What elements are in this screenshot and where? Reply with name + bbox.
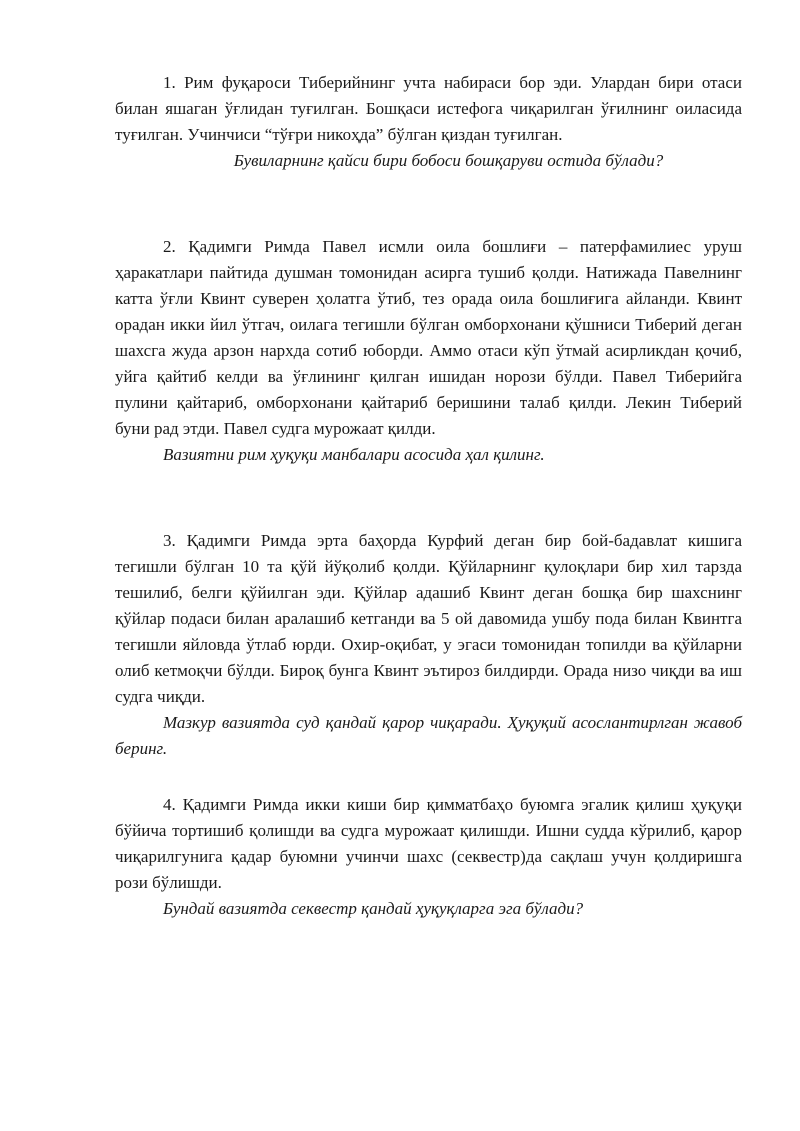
task-2 <box>115 234 742 468</box>
task-2-question: Вазиятни рим ҳуқуқи манбалари асосида ҳал қилинг. <box>163 445 545 464</box>
task-2-body: 2. Қадимги Римда Павел исмли оила бошлиғи – патерфамилиес уруш ҳаракатлари пайтида душман томонидан асирга тушиб қолди. Натижада Павелнинг катта ўғли Квинт суверен ҳолатга ўтиб, тез орада оила бошлиғига айланди. Квинт орадан икки йил ўтгач, оилага тегишли бўлган омборхонани қўшниси Тиберий деган шахсга жуда арзон нархда сотиб юборди. Аммо отаси кўп ўтмай асирликдан қочиб, уйга қайтиб келди ва ўғлининг қилган ишидан норози бўлди. Павел Тиберийга пулини қайтариб, омборхонани қайтариб беришини талаб қилди. Лекин Тиберий буни рад этди. Павел судга мурожаат қилди. <box>115 237 742 438</box>
task-1 <box>115 70 742 174</box>
document-page <box>115 70 742 922</box>
task-1-question: Бувиларнинг қайси бири бобоси бошқаруви остида бўлади? <box>233 151 664 170</box>
task-3 <box>115 528 742 762</box>
task-1-body: 1. Рим фуқароси Тиберийнинг учта набираси бор эди. Улардан бири отаси билан яшаган ўғлидан туғилган. Бошқаси истефога чиқарилган ўғилнинг оиласида туғилган. Учинчиси “тўғри никоҳда” бўлган қиздан туғилган. <box>115 73 742 144</box>
task-4 <box>115 792 742 922</box>
task-3-question: Мазкур вазиятда суд қандай қарор чиқаради. Ҳуқуқий асослантирлган жавоб беринг. <box>115 713 742 758</box>
task-4-body: 4. Қадимги Римда икки киши бир қимматбаҳо буюмга эгалик қилиш ҳуқуқи бўйича тортишиб қолишди ва судга мурожаат қилишди. Ишни судда кўрилиб, қарор чиқарилгунига қадар буюмни учинчи шахс (секвестр)да сақлаш учун қолдиришга рози бўлишди. <box>115 795 742 892</box>
task-3-body: 3. Қадимги Римда эрта баҳорда Курфий деган бир бой-бадавлат кишига тегишли бўлган 10 та қўй йўқолиб қолди. Қўйларнинг қулоқлари бир хил тарзда тешилиб, белги қўйилган эди. Қўйлар адашиб Квинт деган бошқа бир шахснинг қўйлар подаси билан аралашиб кетганди ва 5 ой давомида ушбу пода билан Квинтга тегишли яйловда ўтлаб юрди. Охир-оқибат, у эгаси томонидан топилди ва қўйларни олиб кетмоқчи бўлди. Бироқ бунга Квинт эътироз билдирди. Орада низо чиқди ва иш судга чиқди. <box>115 531 742 706</box>
task-4-question: Бундай вазиятда секвестр қандай ҳуқуқларга эга бўлади? <box>163 899 584 918</box>
